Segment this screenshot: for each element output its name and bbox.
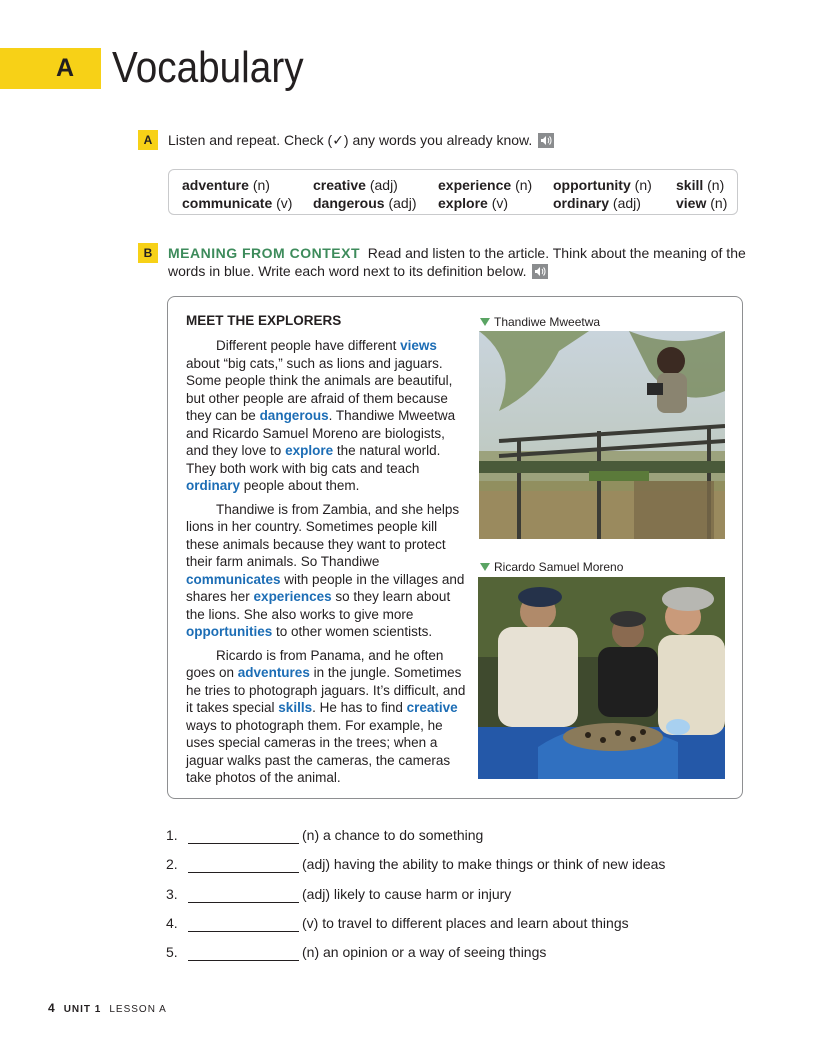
speaker-icon[interactable] xyxy=(538,133,554,148)
article-title: MEET THE EXPLORERS xyxy=(186,313,342,328)
part-a-instruction xyxy=(168,131,554,149)
caption-triangle-icon xyxy=(480,318,490,326)
word-item: explore (v) xyxy=(438,195,509,211)
answer-blank[interactable] xyxy=(188,919,299,932)
article-paragraph-2: Thandiwe is from Zambia, and she helps lions in her country. Sometimes people kill these animals because they want to protect their farm animals. So Thandiwe communicates with people in the villages and shares her experiences so they learn about the lions. She also works to give more opportunities to other women scientists. xyxy=(186,501,465,639)
word-column-5 xyxy=(676,176,727,212)
part-a-instruction-text: Listen and repeat. Check (✓) any words you already know. xyxy=(168,132,533,148)
vocab-word: experiences xyxy=(253,589,332,604)
part-b-instruction-line2: words in blue. Write each word next to its definition below. xyxy=(168,263,527,279)
photo-thandiwe xyxy=(479,331,725,539)
photo-caption-1: Thandiwe Mweetwa xyxy=(480,315,600,329)
word-item: adventure (n) xyxy=(182,177,270,193)
speaker-icon[interactable] xyxy=(532,264,548,279)
vocab-word: dangerous xyxy=(259,408,329,423)
exercise-item-5: 5. (n) an opinion or a way of seeing things xyxy=(166,944,547,960)
vocab-word: adventures xyxy=(237,665,310,680)
word-column-2 xyxy=(313,176,416,212)
part-b-instruction xyxy=(168,244,748,280)
exercise-item-2: 2. (adj) having the ability to make things or think of new ideas xyxy=(166,856,666,872)
article-body xyxy=(186,337,466,793)
answer-blank[interactable] xyxy=(188,831,299,844)
word-item: view (n) xyxy=(676,195,728,211)
answer-blank[interactable] xyxy=(188,948,299,961)
vocab-word: explore xyxy=(285,443,334,458)
part-b-badge: B xyxy=(138,243,158,263)
part-b-instruction-line1: Read and listen to the article. Think about the meaning of the xyxy=(367,245,746,261)
vocab-word: ordinary xyxy=(186,478,241,493)
footer-lesson: LESSON A xyxy=(109,1004,167,1015)
word-item: creative (adj) xyxy=(313,177,398,193)
part-b-heading: MEANING FROM CONTEXT xyxy=(168,245,360,261)
article-paragraph-3: Ricardo is from Panama, and he often goes on adventures in the jungle. Sometimes he tries to photograph jaguars. It’s difficult, and it takes special skills. He has to find creative ways to photograph them. For example, he uses special cameras in the trees; when a jaguar walks past the cameras, the cameras take photos of the animal. xyxy=(186,647,466,785)
exercise-item-1: 1. (n) a chance to do something xyxy=(166,827,484,843)
word-item: communicate (v) xyxy=(182,195,293,211)
vocab-word: communicates xyxy=(186,571,281,587)
vocab-word: opportunities xyxy=(186,624,273,639)
exercise-item-3: 3. (adj) likely to cause harm or injury xyxy=(166,886,512,902)
footer-unit: UNIT 1 xyxy=(63,1004,102,1015)
vocab-word: skills xyxy=(278,700,313,715)
word-item: ordinary (adj) xyxy=(553,195,641,211)
vocab-word: creative xyxy=(406,700,458,715)
photo-ricardo xyxy=(478,577,725,779)
word-column-1 xyxy=(182,176,292,212)
section-letter-tab xyxy=(0,48,101,89)
page-number: 4 xyxy=(48,1001,56,1015)
article-paragraph-1: Different people have different views about “big cats,” such as lions and jaguars. Some people think the animals are beautiful, but other people are afraid of them because they can be dangerous. Thandiwe Mweetwa and Ricardo Samuel Moreno are biologists, and they love to explore the natural world. They both work with big cats and teach ordinary people about them. xyxy=(186,338,456,493)
word-item: dangerous (adj) xyxy=(313,195,417,211)
section-letter: A xyxy=(55,54,74,82)
section-title: Vocabulary xyxy=(112,43,304,92)
word-column-3 xyxy=(438,176,532,212)
word-item: experience (n) xyxy=(438,177,533,193)
caption-triangle-icon xyxy=(480,563,490,571)
answer-blank[interactable] xyxy=(188,890,299,903)
word-box xyxy=(168,169,738,215)
vocab-word: views xyxy=(400,338,437,353)
exercise-item-4: 4. (v) to travel to different places and learn about things xyxy=(166,915,629,931)
part-a-badge: A xyxy=(138,130,158,150)
word-item: skill (n) xyxy=(676,177,725,193)
page-footer xyxy=(48,1001,167,1015)
photo-caption-2: Ricardo Samuel Moreno xyxy=(480,560,623,574)
word-item: opportunity (n) xyxy=(553,177,652,193)
answer-blank[interactable] xyxy=(188,860,299,873)
word-column-4 xyxy=(553,176,652,212)
